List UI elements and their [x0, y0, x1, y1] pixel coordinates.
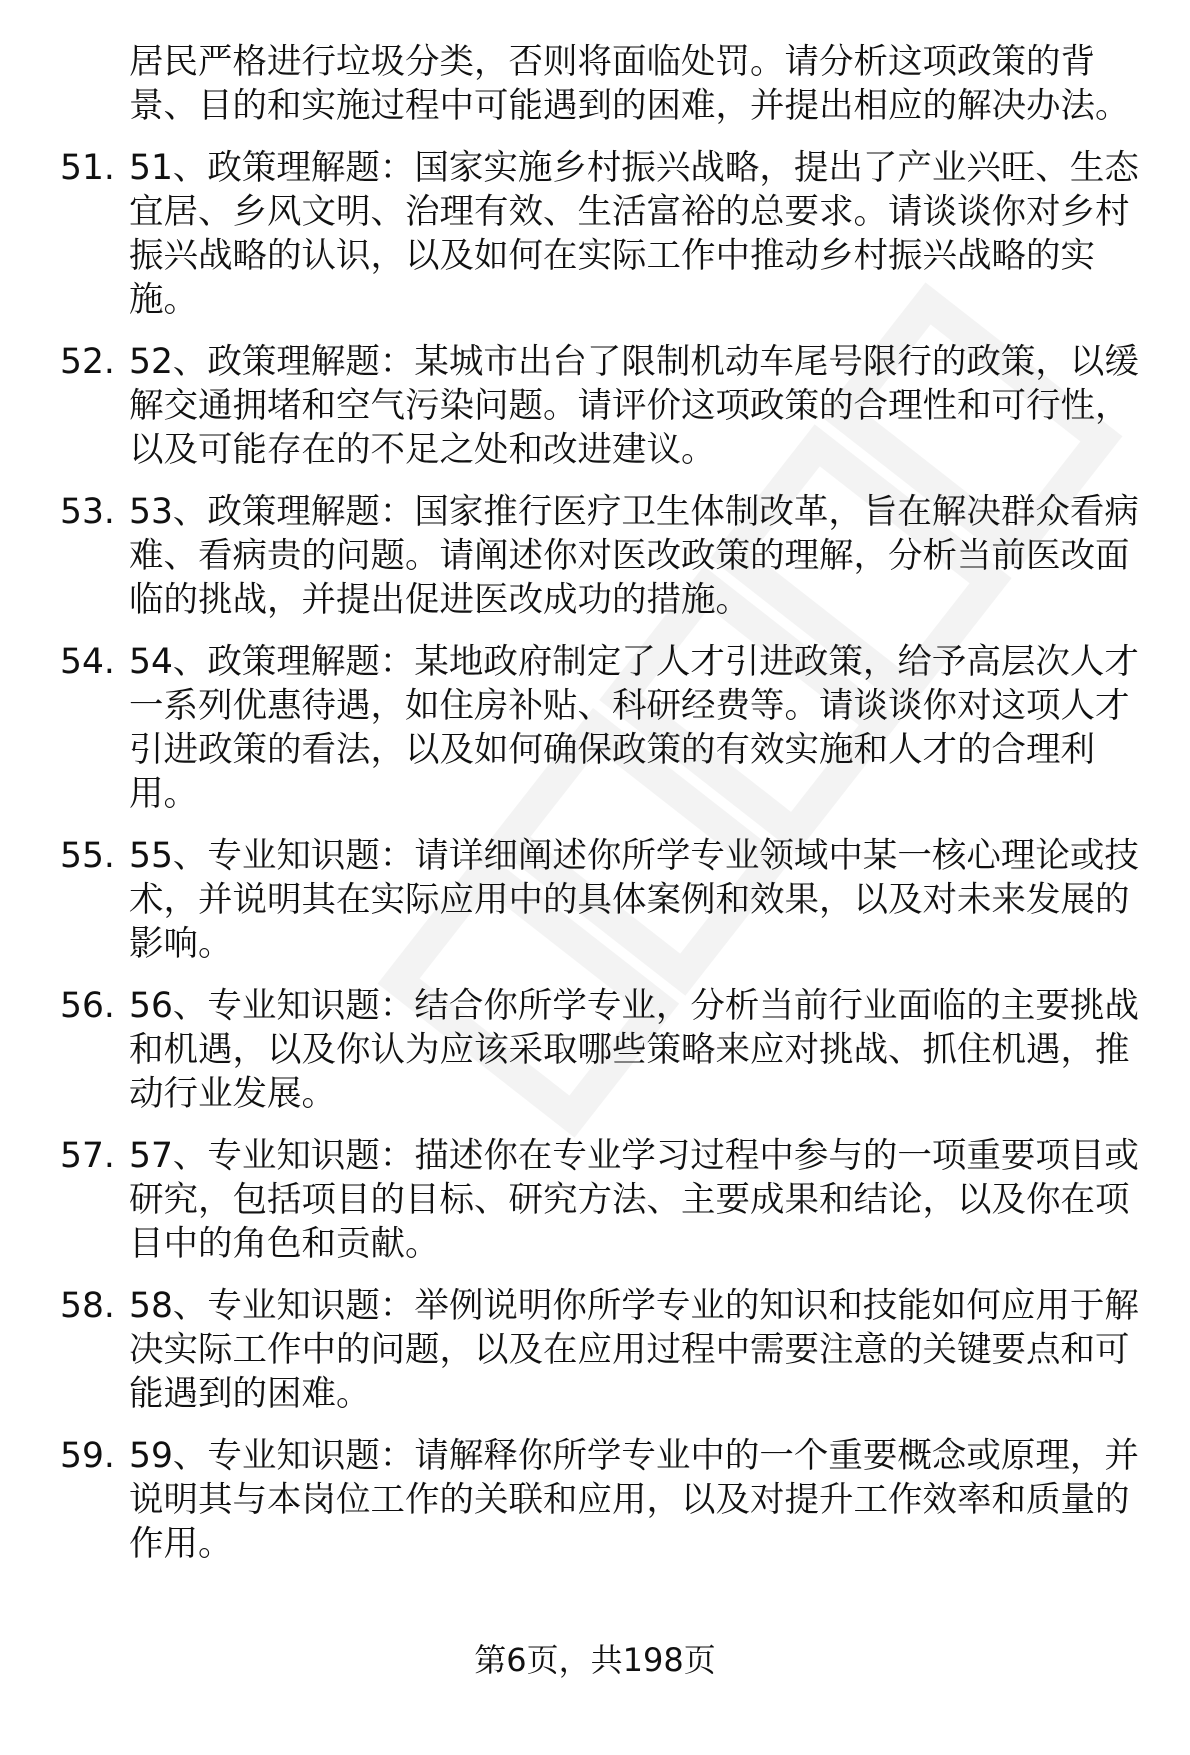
question-text: 55、专业知识题：请详细阐述你所学专业领域中某一核心理论或技术，并说明其在实际应用中的具体案例和效果，以及对未来发展的影响。: [129, 836, 1139, 964]
question-item: [60, 490, 1160, 622]
page-number-label: 第6页，共198页: [474, 1641, 716, 1679]
question-list: [60, 146, 1160, 1566]
question-number: 59.: [60, 1436, 115, 1476]
question-text: 53、政策理解题：国家推行医疗卫生体制改革，旨在解决群众看病难、看病贵的问题。请阐述你对医改政策的理解，分析当前医改面临的挑战，并提出促进医改成功的措施。: [129, 492, 1139, 620]
question-text: 57、专业知识题：描述你在专业学习过程中参与的一项重要项目或研究，包括项目的目标、研究方法、主要成果和结论，以及你在项目中的角色和贡献。: [129, 1136, 1139, 1264]
question-text: 51、政策理解题：国家实施乡村振兴战略，提出了产业兴旺、生态宜居、乡风文明、治理有效、生活富裕的总要求。请谈谈你对乡村振兴战略的认识，以及如何在实际工作中推动乡村振兴战略的实施。: [129, 148, 1139, 320]
question-text: 58、专业知识题：举例说明你所学专业的知识和技能如何应用于解决实际工作中的问题，以及在应用过程中需要注意的关键要点和可能遇到的困难。: [129, 1286, 1139, 1414]
question-item: [60, 1434, 1160, 1566]
continued-question-text: 居民严格进行垃圾分类，否则将面临处罚。请分析这项政策的背景、目的和实施过程中可能遇到的困难，并提出相应的解决办法。: [129, 42, 1130, 126]
question-number: 53.: [60, 492, 115, 532]
question-number: 54.: [60, 642, 115, 682]
question-text: 52、政策理解题：某城市出台了限制机动车尾号限行的政策，以缓解交通拥堵和空气污染问题。请评价这项政策的合理性和可行性，以及可能存在的不足之处和改进建议。: [129, 342, 1139, 470]
question-item: [60, 1284, 1160, 1416]
document-body: [60, 40, 1160, 1584]
question-text: 54、政策理解题：某地政府制定了人才引进政策，给予高层次人才一系列优惠待遇，如住房补贴、科研经费等。请谈谈你对这项人才引进政策的看法，以及如何确保政策的有效实施和人才的合理利用。: [129, 642, 1139, 814]
question-number: 51.: [60, 148, 115, 188]
question-item: [60, 984, 1160, 1116]
question-item: [60, 834, 1160, 966]
question-item: [60, 146, 1160, 322]
question-item: [60, 640, 1160, 816]
question-text: 59、专业知识题：请解释你所学专业中的一个重要概念或原理，并说明其与本岗位工作的关联和应用，以及对提升工作效率和质量的作用。: [129, 1436, 1139, 1564]
page-footer: [0, 1640, 1190, 1680]
question-item: [60, 340, 1160, 472]
question-number: 58.: [60, 1286, 115, 1326]
question-number: 55.: [60, 836, 115, 876]
question-number: 57.: [60, 1136, 115, 1176]
question-item: [60, 1134, 1160, 1266]
question-number: 52.: [60, 342, 115, 382]
question-text: 56、专业知识题：结合你所学专业，分析当前行业面临的主要挑战和机遇，以及你认为应该采取哪些策略来应对挑战、抓住机遇，推动行业发展。: [129, 986, 1139, 1114]
question-number: 56.: [60, 986, 115, 1026]
